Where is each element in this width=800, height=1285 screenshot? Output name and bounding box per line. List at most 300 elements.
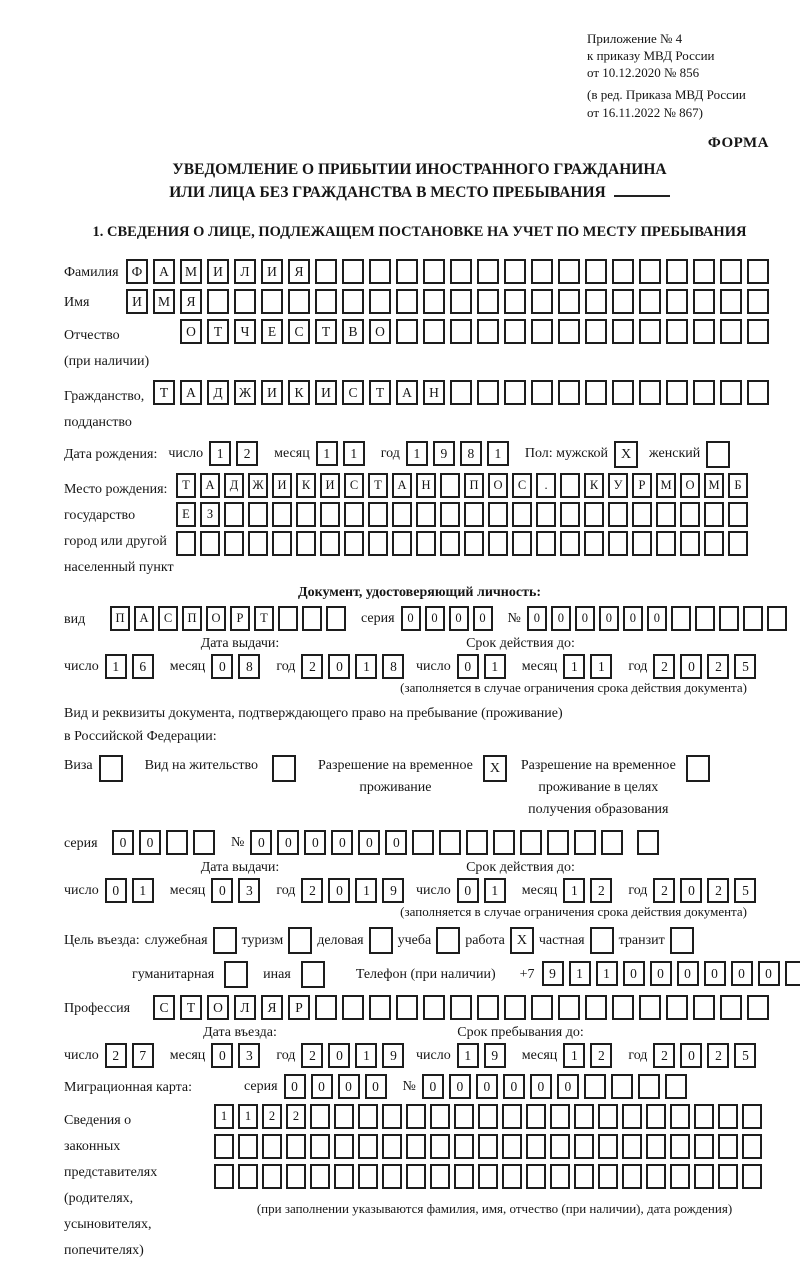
char-cell[interactable] xyxy=(694,1134,714,1159)
char-cell[interactable]: 1 xyxy=(563,1043,585,1068)
char-cell[interactable] xyxy=(358,1104,378,1129)
doc-type-input[interactable] xyxy=(110,606,350,631)
char-cell[interactable]: 2 xyxy=(653,1043,675,1068)
residence-valid-year[interactable] xyxy=(653,878,761,903)
char-cell[interactable]: 0 xyxy=(473,606,493,631)
purpose-humanitarian-checkbox[interactable] xyxy=(224,961,248,988)
char-cell[interactable] xyxy=(430,1104,450,1129)
char-cell[interactable] xyxy=(478,1134,498,1159)
char-cell[interactable] xyxy=(310,1164,330,1189)
char-cell[interactable] xyxy=(639,380,661,405)
char-cell[interactable]: 0 xyxy=(557,1074,579,1099)
char-cell[interactable]: Ф xyxy=(126,259,148,284)
char-cell[interactable] xyxy=(598,1134,618,1159)
char-cell[interactable]: 5 xyxy=(734,878,756,903)
migration-number-input[interactable] xyxy=(422,1074,692,1099)
char-cell[interactable] xyxy=(320,502,340,527)
char-cell[interactable]: 2 xyxy=(301,654,323,679)
char-cell[interactable] xyxy=(342,259,364,284)
char-cell[interactable]: А xyxy=(392,473,412,498)
char-cell[interactable] xyxy=(396,995,418,1020)
char-cell[interactable] xyxy=(423,289,445,314)
identity-issue-month[interactable] xyxy=(211,654,265,679)
char-cell[interactable]: 0 xyxy=(401,606,421,631)
char-cell[interactable]: 0 xyxy=(365,1074,387,1099)
char-cell[interactable] xyxy=(585,380,607,405)
char-cell[interactable]: 0 xyxy=(680,878,702,903)
char-cell[interactable] xyxy=(416,502,436,527)
char-cell[interactable] xyxy=(550,1164,570,1189)
char-cell[interactable] xyxy=(728,531,748,556)
char-cell[interactable]: 1 xyxy=(569,961,591,986)
char-cell[interactable] xyxy=(454,1134,474,1159)
char-cell[interactable]: 1 xyxy=(355,1043,377,1068)
char-cell[interactable]: И xyxy=(261,259,283,284)
option-temp-residence-education-checkbox[interactable] xyxy=(686,755,710,782)
purpose-business-checkbox[interactable] xyxy=(369,927,393,954)
char-cell[interactable] xyxy=(382,1134,402,1159)
char-cell[interactable] xyxy=(396,319,418,344)
char-cell[interactable] xyxy=(488,502,508,527)
char-cell[interactable] xyxy=(747,289,769,314)
char-cell[interactable] xyxy=(272,502,292,527)
birth-place-row1[interactable] xyxy=(176,473,752,498)
char-cell[interactable]: 0 xyxy=(284,1074,306,1099)
char-cell[interactable] xyxy=(612,259,634,284)
char-cell[interactable]: 0 xyxy=(623,961,645,986)
char-cell[interactable]: 1 xyxy=(487,441,509,466)
char-cell[interactable] xyxy=(493,830,515,855)
char-cell[interactable]: 1 xyxy=(105,654,127,679)
char-cell[interactable]: 0 xyxy=(623,606,643,631)
char-cell[interactable] xyxy=(694,1164,714,1189)
char-cell[interactable] xyxy=(612,289,634,314)
char-cell[interactable] xyxy=(315,259,337,284)
char-cell[interactable]: 3 xyxy=(238,878,260,903)
char-cell[interactable]: И xyxy=(126,289,148,314)
char-cell[interactable] xyxy=(286,1134,306,1159)
char-cell[interactable] xyxy=(450,259,472,284)
char-cell[interactable]: П xyxy=(182,606,202,631)
entry-day[interactable] xyxy=(105,1043,159,1068)
char-cell[interactable] xyxy=(612,380,634,405)
purpose-study-checkbox[interactable] xyxy=(436,927,460,954)
char-cell[interactable] xyxy=(396,289,418,314)
char-cell[interactable]: 2 xyxy=(286,1104,306,1129)
char-cell[interactable]: М xyxy=(153,289,175,314)
char-cell[interactable] xyxy=(526,1134,546,1159)
char-cell[interactable]: 9 xyxy=(542,961,564,986)
char-cell[interactable]: 0 xyxy=(758,961,780,986)
char-cell[interactable]: 0 xyxy=(503,1074,525,1099)
char-cell[interactable] xyxy=(706,441,730,468)
char-cell[interactable]: Т xyxy=(153,380,175,405)
char-cell[interactable]: Ж xyxy=(248,473,268,498)
char-cell[interactable] xyxy=(512,531,532,556)
char-cell[interactable] xyxy=(369,289,391,314)
char-cell[interactable] xyxy=(720,995,742,1020)
char-cell[interactable] xyxy=(639,259,661,284)
char-cell[interactable]: 0 xyxy=(385,830,407,855)
char-cell[interactable] xyxy=(608,502,628,527)
char-cell[interactable] xyxy=(315,995,337,1020)
char-cell[interactable]: 0 xyxy=(530,1074,552,1099)
char-cell[interactable]: 5 xyxy=(734,654,756,679)
char-cell[interactable]: С xyxy=(344,473,364,498)
char-cell[interactable]: С xyxy=(512,473,532,498)
char-cell[interactable] xyxy=(368,502,388,527)
char-cell[interactable]: 1 xyxy=(563,878,585,903)
char-cell[interactable] xyxy=(694,1104,714,1129)
char-cell[interactable] xyxy=(670,927,694,954)
char-cell[interactable]: Т xyxy=(254,606,274,631)
purpose-tourism-checkbox[interactable] xyxy=(288,927,312,954)
char-cell[interactable]: А xyxy=(200,473,220,498)
char-cell[interactable]: И xyxy=(261,380,283,405)
char-cell[interactable] xyxy=(638,1074,660,1099)
char-cell[interactable] xyxy=(526,1104,546,1129)
char-cell[interactable] xyxy=(558,259,580,284)
char-cell[interactable] xyxy=(666,259,688,284)
char-cell[interactable] xyxy=(344,531,364,556)
entry-year[interactable] xyxy=(301,1043,409,1068)
char-cell[interactable] xyxy=(502,1134,522,1159)
birth-place-row3[interactable] xyxy=(176,531,752,556)
char-cell[interactable]: 0 xyxy=(457,654,479,679)
char-cell[interactable] xyxy=(224,961,248,988)
char-cell[interactable] xyxy=(450,319,472,344)
char-cell[interactable]: 2 xyxy=(301,878,323,903)
char-cell[interactable] xyxy=(585,259,607,284)
char-cell[interactable]: 1 xyxy=(214,1104,234,1129)
char-cell[interactable] xyxy=(382,1104,402,1129)
char-cell[interactable]: О xyxy=(206,606,226,631)
char-cell[interactable]: 0 xyxy=(527,606,547,631)
char-cell[interactable] xyxy=(547,830,569,855)
char-cell[interactable]: 0 xyxy=(425,606,445,631)
char-cell[interactable]: Л xyxy=(234,259,256,284)
char-cell[interactable] xyxy=(262,1134,282,1159)
char-cell[interactable]: 0 xyxy=(304,830,326,855)
char-cell[interactable] xyxy=(288,289,310,314)
char-cell[interactable]: Т xyxy=(180,995,202,1020)
char-cell[interactable]: С xyxy=(158,606,178,631)
char-cell[interactable] xyxy=(622,1104,642,1129)
char-cell[interactable] xyxy=(406,1134,426,1159)
char-cell[interactable] xyxy=(436,927,460,954)
char-cell[interactable] xyxy=(439,830,461,855)
char-cell[interactable]: 2 xyxy=(707,878,729,903)
char-cell[interactable] xyxy=(574,1164,594,1189)
char-cell[interactable]: 8 xyxy=(460,441,482,466)
char-cell[interactable]: 2 xyxy=(653,654,675,679)
char-cell[interactable] xyxy=(747,319,769,344)
char-cell[interactable] xyxy=(670,1134,690,1159)
char-cell[interactable] xyxy=(646,1134,666,1159)
char-cell[interactable] xyxy=(477,380,499,405)
char-cell[interactable] xyxy=(238,1134,258,1159)
char-cell[interactable] xyxy=(574,830,596,855)
char-cell[interactable] xyxy=(666,995,688,1020)
char-cell[interactable] xyxy=(560,473,580,498)
identity-valid-year[interactable] xyxy=(653,654,761,679)
char-cell[interactable]: 1 xyxy=(238,1104,258,1129)
char-cell[interactable]: Д xyxy=(207,380,229,405)
char-cell[interactable] xyxy=(478,1104,498,1129)
birth-day-input[interactable] xyxy=(209,441,263,466)
char-cell[interactable] xyxy=(560,531,580,556)
char-cell[interactable] xyxy=(622,1134,642,1159)
char-cell[interactable]: Я xyxy=(288,259,310,284)
char-cell[interactable] xyxy=(536,502,556,527)
char-cell[interactable] xyxy=(693,289,715,314)
char-cell[interactable] xyxy=(612,319,634,344)
char-cell[interactable] xyxy=(747,995,769,1020)
char-cell[interactable]: М xyxy=(656,473,676,498)
char-cell[interactable]: И xyxy=(320,473,340,498)
identity-valid-day[interactable] xyxy=(457,654,511,679)
identity-valid-month[interactable] xyxy=(563,654,617,679)
char-cell[interactable] xyxy=(611,1074,633,1099)
char-cell[interactable]: X xyxy=(483,755,507,782)
char-cell[interactable] xyxy=(536,531,556,556)
patronymic-input[interactable] xyxy=(180,319,774,344)
char-cell[interactable] xyxy=(166,830,188,855)
option-residence-permit-checkbox[interactable] xyxy=(272,755,296,782)
char-cell[interactable] xyxy=(200,531,220,556)
char-cell[interactable]: С xyxy=(342,380,364,405)
residence-issue-day[interactable] xyxy=(105,878,159,903)
char-cell[interactable] xyxy=(656,531,676,556)
char-cell[interactable] xyxy=(632,531,652,556)
char-cell[interactable]: Е xyxy=(176,502,196,527)
char-cell[interactable] xyxy=(767,606,787,631)
char-cell[interactable] xyxy=(369,995,391,1020)
purpose-other-checkbox[interactable] xyxy=(301,961,325,988)
char-cell[interactable] xyxy=(622,1164,642,1189)
identity-issue-day[interactable] xyxy=(105,654,159,679)
char-cell[interactable] xyxy=(320,531,340,556)
char-cell[interactable] xyxy=(406,1104,426,1129)
char-cell[interactable] xyxy=(288,927,312,954)
char-cell[interactable]: Т xyxy=(368,473,388,498)
char-cell[interactable] xyxy=(430,1134,450,1159)
char-cell[interactable]: X xyxy=(510,927,534,954)
char-cell[interactable] xyxy=(504,289,526,314)
char-cell[interactable]: 0 xyxy=(731,961,753,986)
char-cell[interactable] xyxy=(278,606,298,631)
char-cell[interactable] xyxy=(302,606,322,631)
char-cell[interactable] xyxy=(477,319,499,344)
char-cell[interactable] xyxy=(704,502,724,527)
char-cell[interactable]: 0 xyxy=(680,654,702,679)
char-cell[interactable]: 2 xyxy=(653,878,675,903)
char-cell[interactable] xyxy=(334,1164,354,1189)
char-cell[interactable]: Л xyxy=(234,995,256,1020)
char-cell[interactable]: 0 xyxy=(449,606,469,631)
char-cell[interactable] xyxy=(502,1104,522,1129)
char-cell[interactable] xyxy=(477,995,499,1020)
char-cell[interactable]: 0 xyxy=(311,1074,333,1099)
purpose-official-checkbox[interactable] xyxy=(213,927,237,954)
char-cell[interactable] xyxy=(430,1164,450,1189)
char-cell[interactable] xyxy=(601,830,623,855)
char-cell[interactable] xyxy=(344,502,364,527)
char-cell[interactable]: О xyxy=(488,473,508,498)
char-cell[interactable] xyxy=(392,502,412,527)
char-cell[interactable]: 0 xyxy=(211,654,233,679)
char-cell[interactable]: X xyxy=(614,441,638,468)
char-cell[interactable] xyxy=(464,531,484,556)
char-cell[interactable] xyxy=(531,289,553,314)
char-cell[interactable] xyxy=(550,1104,570,1129)
char-cell[interactable]: 0 xyxy=(331,830,353,855)
char-cell[interactable] xyxy=(334,1104,354,1129)
identity-issue-year[interactable] xyxy=(301,654,409,679)
char-cell[interactable] xyxy=(585,319,607,344)
char-cell[interactable] xyxy=(454,1164,474,1189)
char-cell[interactable]: 2 xyxy=(236,441,258,466)
char-cell[interactable] xyxy=(550,1134,570,1159)
char-cell[interactable]: 1 xyxy=(355,878,377,903)
char-cell[interactable] xyxy=(666,289,688,314)
char-cell[interactable]: 0 xyxy=(328,1043,350,1068)
char-cell[interactable]: Н xyxy=(423,380,445,405)
purpose-work-checkbox[interactable] xyxy=(510,927,534,954)
char-cell[interactable] xyxy=(558,319,580,344)
char-cell[interactable]: Т xyxy=(315,319,337,344)
char-cell[interactable] xyxy=(464,502,484,527)
char-cell[interactable] xyxy=(598,1104,618,1129)
char-cell[interactable]: 1 xyxy=(484,654,506,679)
char-cell[interactable] xyxy=(639,319,661,344)
char-cell[interactable] xyxy=(406,1164,426,1189)
char-cell[interactable]: 1 xyxy=(355,654,377,679)
char-cell[interactable] xyxy=(666,319,688,344)
char-cell[interactable]: 9 xyxy=(484,1043,506,1068)
birth-year-input[interactable] xyxy=(406,441,514,466)
char-cell[interactable]: 2 xyxy=(590,1043,612,1068)
char-cell[interactable]: 1 xyxy=(132,878,154,903)
residence-valid-day[interactable] xyxy=(457,878,511,903)
char-cell[interactable] xyxy=(584,502,604,527)
char-cell[interactable] xyxy=(632,502,652,527)
char-cell[interactable] xyxy=(526,1164,546,1189)
char-cell[interactable]: 1 xyxy=(484,878,506,903)
entry-month[interactable] xyxy=(211,1043,265,1068)
char-cell[interactable] xyxy=(450,995,472,1020)
char-cell[interactable] xyxy=(670,1104,690,1129)
char-cell[interactable] xyxy=(646,1164,666,1189)
char-cell[interactable]: . xyxy=(536,473,556,498)
char-cell[interactable]: 0 xyxy=(704,961,726,986)
char-cell[interactable] xyxy=(412,830,434,855)
char-cell[interactable]: З xyxy=(200,502,220,527)
char-cell[interactable] xyxy=(704,531,724,556)
char-cell[interactable]: Р xyxy=(230,606,250,631)
char-cell[interactable] xyxy=(342,995,364,1020)
char-cell[interactable] xyxy=(423,995,445,1020)
char-cell[interactable] xyxy=(248,531,268,556)
char-cell[interactable]: Р xyxy=(632,473,652,498)
char-cell[interactable] xyxy=(238,1164,258,1189)
doc-series-input[interactable] xyxy=(401,606,497,631)
char-cell[interactable]: К xyxy=(296,473,316,498)
char-cell[interactable]: У xyxy=(608,473,628,498)
char-cell[interactable] xyxy=(718,1164,738,1189)
char-cell[interactable]: А xyxy=(396,380,418,405)
char-cell[interactable]: 7 xyxy=(132,1043,154,1068)
citizenship-input[interactable] xyxy=(153,380,774,405)
char-cell[interactable] xyxy=(207,289,229,314)
char-cell[interactable] xyxy=(720,319,742,344)
char-cell[interactable] xyxy=(693,995,715,1020)
char-cell[interactable] xyxy=(637,830,659,855)
char-cell[interactable]: О xyxy=(680,473,700,498)
char-cell[interactable]: Ж xyxy=(234,380,256,405)
char-cell[interactable] xyxy=(213,927,237,954)
char-cell[interactable] xyxy=(358,1164,378,1189)
char-cell[interactable] xyxy=(720,259,742,284)
char-cell[interactable] xyxy=(574,1134,594,1159)
char-cell[interactable]: 2 xyxy=(707,1043,729,1068)
char-cell[interactable]: 0 xyxy=(476,1074,498,1099)
char-cell[interactable]: С xyxy=(153,995,175,1020)
char-cell[interactable]: 0 xyxy=(211,878,233,903)
char-cell[interactable]: О xyxy=(180,319,202,344)
char-cell[interactable] xyxy=(531,259,553,284)
char-cell[interactable] xyxy=(520,830,542,855)
char-cell[interactable] xyxy=(584,531,604,556)
char-cell[interactable]: И xyxy=(207,259,229,284)
char-cell[interactable]: 1 xyxy=(343,441,365,466)
char-cell[interactable] xyxy=(272,755,296,782)
char-cell[interactable]: П xyxy=(464,473,484,498)
residence-issue-month[interactable] xyxy=(211,878,265,903)
char-cell[interactable]: 0 xyxy=(328,878,350,903)
char-cell[interactable] xyxy=(785,961,800,986)
char-cell[interactable] xyxy=(369,927,393,954)
char-cell[interactable] xyxy=(558,995,580,1020)
char-cell[interactable]: 0 xyxy=(105,878,127,903)
residence-valid-month[interactable] xyxy=(563,878,617,903)
char-cell[interactable] xyxy=(598,1164,618,1189)
char-cell[interactable] xyxy=(440,473,460,498)
char-cell[interactable] xyxy=(454,1104,474,1129)
char-cell[interactable]: Я xyxy=(180,289,202,314)
char-cell[interactable]: 1 xyxy=(590,654,612,679)
residence-series-input[interactable] xyxy=(112,830,220,855)
birth-place-row2[interactable] xyxy=(176,502,752,527)
char-cell[interactable] xyxy=(558,289,580,314)
char-cell[interactable]: М xyxy=(180,259,202,284)
char-cell[interactable] xyxy=(261,289,283,314)
char-cell[interactable] xyxy=(693,319,715,344)
char-cell[interactable]: А xyxy=(153,259,175,284)
char-cell[interactable] xyxy=(477,259,499,284)
char-cell[interactable] xyxy=(396,259,418,284)
char-cell[interactable] xyxy=(296,502,316,527)
surname-input[interactable] xyxy=(126,259,774,284)
migration-series-input[interactable] xyxy=(284,1074,392,1099)
char-cell[interactable] xyxy=(504,259,526,284)
char-cell[interactable]: 2 xyxy=(105,1043,127,1068)
char-cell[interactable]: 0 xyxy=(277,830,299,855)
char-cell[interactable]: Т xyxy=(369,380,391,405)
char-cell[interactable] xyxy=(743,606,763,631)
char-cell[interactable] xyxy=(286,1164,306,1189)
char-cell[interactable] xyxy=(342,289,364,314)
